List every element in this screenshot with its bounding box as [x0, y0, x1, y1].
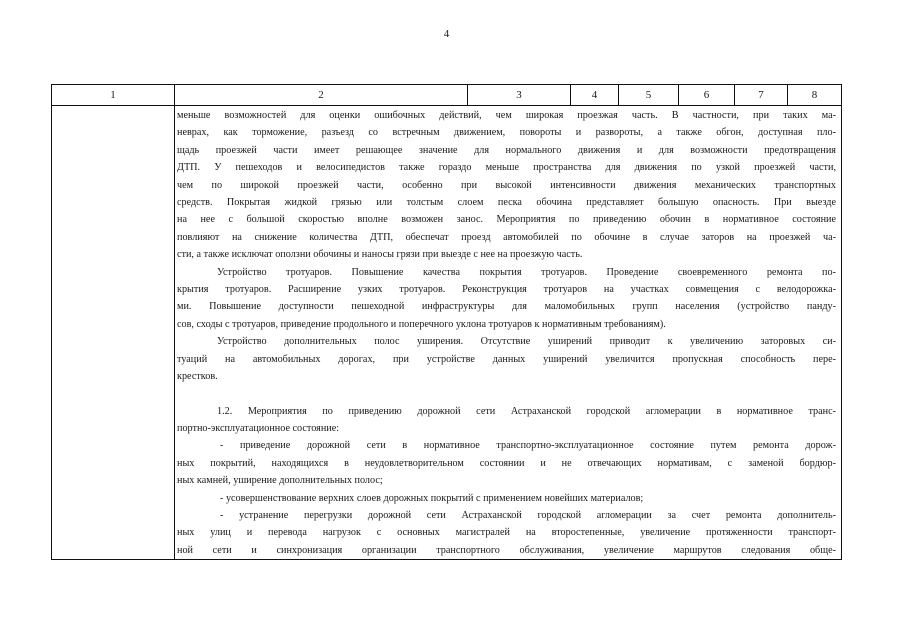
text-line: щадь проезжей части имеет решающее значение для нормального движения и для возможности предотвращения: [177, 144, 836, 156]
text-line: ми. Повышение доступности пешеходной инфраструктуры для маломобильных групп населения (устройство панду-: [177, 301, 836, 313]
column-header-4: 4: [571, 85, 619, 106]
table-header-row: [52, 85, 842, 106]
table-body-row: [52, 106, 842, 560]
page-number: 4: [443, 28, 450, 40]
text-line: средств. Покрытая жидкой грязью или толстым слоем песка обочина представляет большую опасность. При выезде: [177, 197, 836, 209]
text-line: ных покрытий, находящихся в неудовлетворительном состоянии и не отвечающих нормативам, с заменой бордюр-: [177, 457, 836, 469]
column-header-6: 6: [679, 85, 735, 106]
text-line: повлияют на снижение количества ДТП, обеспечат проезд автомобилей по обочине в случае заторов на проезжей ча-: [177, 231, 836, 243]
text-line: сов, сходы с тротуаров, приведение продольного и поперечного уклона тротуаров к нормативным требованиям).: [177, 318, 666, 330]
document-table: [51, 84, 842, 560]
column-header-5: 5: [619, 85, 679, 106]
text-line: Устройство тротуаров. Повышение качества покрытия тротуаров. Проведение своевременного ремонта по-: [217, 266, 836, 278]
text-line: ДТП. У пешеходов и велосипедистов также гораздо меньше пространства для движения по узкой проезжей части,: [177, 162, 836, 174]
paragraph-gap: [177, 386, 836, 403]
column-header-1: 1: [52, 85, 175, 106]
text-line: меньше возможностей для оценки ошибочных действий, чем широкая проезжая часть. В частности, при таких ма-: [177, 110, 836, 121]
column-header-2: 2: [175, 85, 468, 106]
text-line: портно-эксплуатационное состояние:: [177, 422, 340, 434]
column-header-7: 7: [735, 85, 788, 106]
text-line: 1.2. Мероприятия по приведению дорожной сети Астраханской городской агломерации в нормативное транс-: [217, 405, 836, 417]
text-line: неврах, как торможение, разъезд со встречным движением, повороты и развороты, а также обгон, доступная пло-: [177, 127, 836, 139]
text-line: Устройство дополнительных полос уширения. Отсутствие уширений приводит к увеличению заторовых си-: [217, 336, 836, 348]
text-line: крытия тротуаров. Расширение узких тротуаров. Реконструкция тротуаров на участках совмещения с велодорожка-: [177, 284, 836, 296]
column-header-8: 8: [788, 85, 842, 106]
text-content-cell: [175, 106, 842, 560]
text-line: - устранение перегрузки дорожной сети Астраханской городской агломерации за счет ремонта дополнитель-: [220, 509, 836, 521]
text-line: ной сети и синхронизация организации транспортного обслуживания, увеличение маршрутов следования обще-: [177, 544, 836, 556]
text-line: - усовершенствование верхних слоев дорожных покрытий с применением новейших материалов;: [220, 492, 644, 504]
text-line: крестков.: [177, 371, 218, 383]
text-line: ных камней, уширение дополнительных полос;: [177, 475, 383, 487]
text-line: чем по широкой проезжей части, особенно при высокой интенсивности движения механических транспортных: [177, 179, 836, 191]
text-line: - приведение дорожной сети в нормативное транспортно-эксплуатационное состояние путем ремонта дорож-: [220, 440, 836, 452]
text-line: ных улиц и перевода нагрузок с основных магистралей на второстепенные, увеличение протяженности транспорт-: [177, 527, 836, 539]
column-header-3: 3: [468, 85, 571, 106]
text-line: на нее с большой скоростью вполне возможен занос. Мероприятия по приведению обочин в нормативное состояние: [177, 214, 836, 226]
text-line: сти, а также исключат оползни обочины и наносы грязи при выезде с нее на проезжую часть.: [177, 249, 583, 261]
text-line: туаций на автомобильных дорогах, при устройстве данных уширений увеличится пропускная способность пере-: [177, 353, 836, 365]
first-column-cell: [52, 106, 175, 560]
